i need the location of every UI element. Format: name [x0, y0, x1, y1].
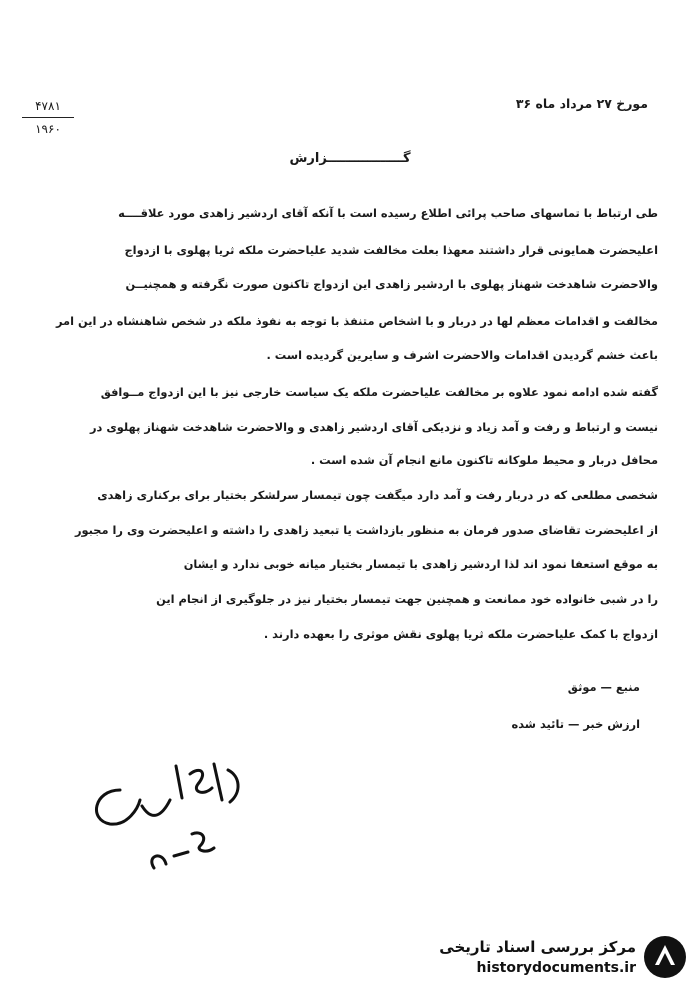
document-title: گـــــــــــــــــزارش — [289, 151, 411, 166]
paragraph-3-line-1: شخصی مطلعی که در دربار رفت و آمد دارد میگفت چون تیمسار سرلشکر بختیار برای برکناری زاهدی — [97, 488, 658, 502]
reference-number-box — [22, 98, 74, 137]
handwritten-signature — [80, 760, 250, 900]
archive-website: historydocuments.ir — [476, 960, 636, 976]
paragraph-2-line-1: گفته شده ادامه نمود علاوه بر مخالفت علیاحضرت ملکه یک سیاست خارجی نیز با این ازدواج مــوافق — [100, 385, 658, 399]
evaluation-line: ارزش خبر — تائید شده — [511, 717, 640, 731]
reference-number: ۴۷۸۱ — [22, 98, 74, 118]
source-line: منبع — موثق — [567, 680, 640, 694]
archive-logo-icon — [642, 934, 688, 980]
paragraph-1-line-1: طی ارتباط با تماسهای صاحب پرائی اطلاع رسیده است با آنکه آقای اردشیر زاهدی مورد علاقــــه — [118, 206, 658, 220]
document-date: مورخ ۲۷ مرداد ماه ۳۶ — [515, 96, 648, 111]
reference-year: ۱۹۶۰ — [35, 122, 61, 136]
paragraph-1-line-5: باعث خشم گردیدن اقدامات والاحضرت اشرف و سایرین گردیده است . — [266, 348, 658, 362]
paragraph-1-line-2: اعلیحضرت همایونی قرار داشتند معهذا بعلت مخالفت شدید علیاحضرت ملکه ثریا پهلوی با ازدواج — [124, 243, 658, 257]
paragraph-3-line-4: را در شبی خانواده خود ممانعت و همچنین جهت تیمسار بختیار نیز در جلوگیری از انجام این — [156, 592, 658, 606]
paragraph-1-line-3: والاحضرت شاهدخت شهناز پهلوی با اردشیر زاهدی این ازدواج تاکنون صورت نگرفته و همچنیــن — [125, 277, 658, 291]
paragraph-3-line-3: به موقع استعفا نمود اند لذا اردشیر زاهدی با تیمسار بختیار میانه خوبی ندارد و ایشان — [183, 557, 658, 571]
paragraph-3-line-2: از اعلیحضرت تقاضای صدور فرمان به منظور بازداشت یا تبعید زاهدی را داشته و اعلیحضرت وی را مجبور — [74, 523, 658, 537]
archive-watermark — [418, 934, 688, 982]
paragraph-1-line-4: مخالفت و اقدامات معظم لها در دربار و با اشخاص متنفذ با توجه به نفوذ ملکه در شخص شاهنشاه در این امر — [55, 314, 658, 328]
paragraph-2-line-3: محافل دربار و محیط ملوکانه تاکنون مانع انجام آن شده است . — [310, 453, 658, 467]
archive-name: مرکز بررسی اسناد تاریخی — [439, 938, 636, 956]
paragraph-3-line-5: ازدواج با کمک علیاحضرت ملکه ثریا پهلوی نقش موثری را بعهده دارند . — [263, 627, 658, 641]
paragraph-2-line-2: نیست و ارتباط و رفت و آمد زیاد و نزدیکی آقای اردشیر زاهدی و والاحضرت شاهدخت شهناز پهلوی در — [89, 420, 658, 434]
